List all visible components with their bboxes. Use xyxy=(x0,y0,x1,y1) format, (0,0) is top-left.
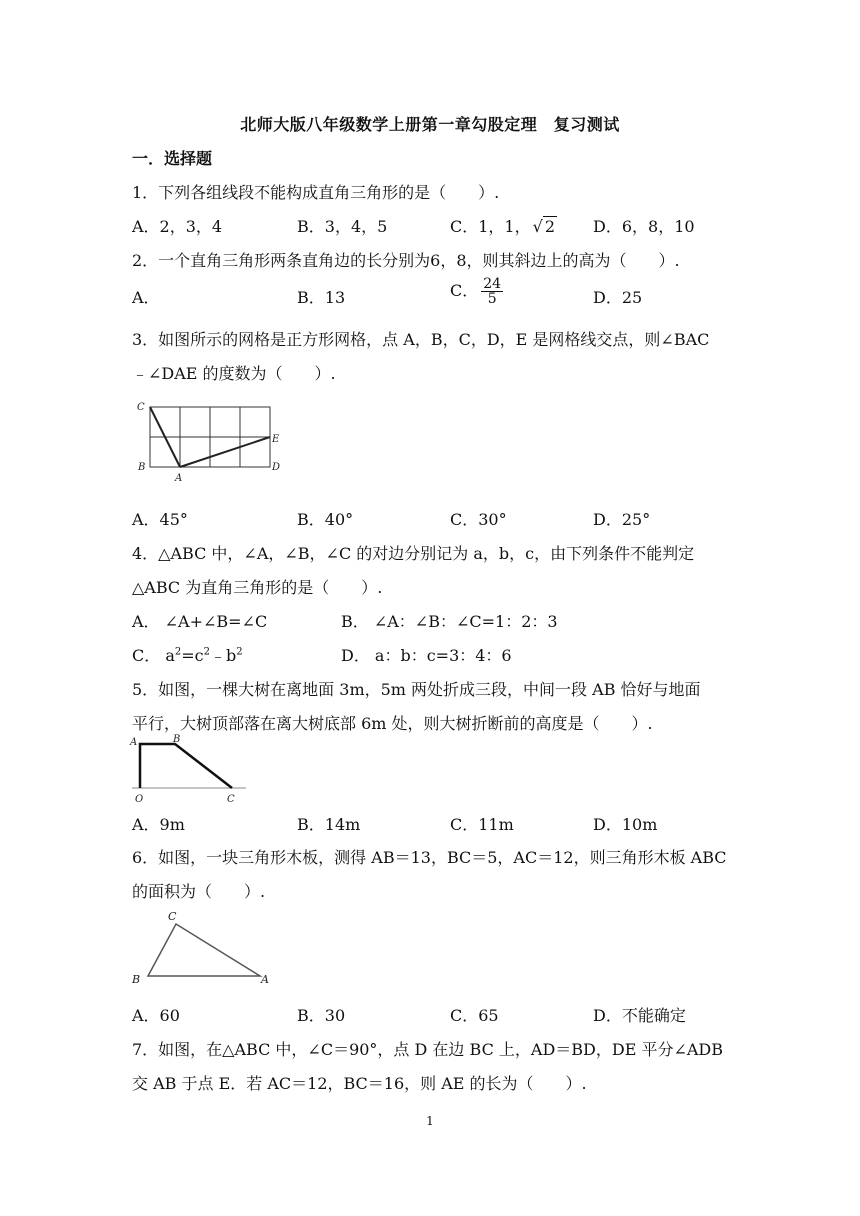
label-d: D xyxy=(272,462,281,473)
q4-option-d: D． a：b：c=3：4：6 xyxy=(341,646,512,665)
fraction: $\frac{24}{5}$ xyxy=(483,276,502,307)
q3-option-a: A．45° xyxy=(132,510,188,529)
q5-option-b: B．14m xyxy=(297,815,361,834)
q4-stem-line2: △ABC 为直角三角形的是（ ）. xyxy=(132,578,383,597)
q4-option-b: B． ∠A：∠B：∠C=1：2：3 xyxy=(341,612,558,631)
label-b: B xyxy=(173,734,181,745)
q2-option-a: A． xyxy=(132,288,160,307)
page-number: 1 xyxy=(426,1114,434,1128)
q5-option-a: A．9m xyxy=(132,815,185,834)
q1-stem: 1．下列各组线段不能构成直角三角形的是（ ）. xyxy=(132,183,500,202)
q5-option-d: D．10m xyxy=(593,815,658,834)
q6-stem-line1: 6．如图，一块三角形木板，测得 AB＝13，BC＝5，AC＝12，则三角形木板 ABC xyxy=(132,848,727,867)
label-a: A xyxy=(261,973,269,986)
q4-option-c: C． $a^2=c^2﹣b^2$ xyxy=(132,646,243,665)
q6-stem-line2: 的面积为（ ）. xyxy=(132,882,266,901)
page-title: 北师大版八年级数学上册第一章勾股定理 复习测试 xyxy=(240,115,620,134)
label-c: C xyxy=(227,794,235,805)
q5-stem-line1: 5．如图，一棵大树在离地面 3m，5m 两处折成三段，中间一段 AB 恰好与地面 xyxy=(132,680,701,699)
q1-option-d: D．6，8，10 xyxy=(593,217,695,236)
label-e: E xyxy=(272,434,280,445)
q5-option-c: C．11m xyxy=(450,815,514,834)
q3-grid-figure xyxy=(134,398,286,486)
label-a: A xyxy=(175,473,183,484)
label-b: B xyxy=(132,973,141,986)
q4-stem-line1: 4．△ABC 中，∠A，∠B，∠C 的对边分别记为 a，b，c，由下列条件不能判定 xyxy=(132,544,695,563)
section-heading: 一．选择题 xyxy=(132,149,213,168)
q3-stem-line1: 3．如图所示的网格是正方形网格，点 A，B，C，D，E 是网格线交点，则∠BAC xyxy=(132,330,710,349)
q2-option-d: D．25 xyxy=(593,288,643,307)
q5-tree-figure xyxy=(128,732,252,808)
label-c: C xyxy=(168,910,177,923)
q6-option-c: C．65 xyxy=(450,1006,499,1025)
q3-option-c: C．30° xyxy=(450,510,507,529)
q3-option-b: B．40° xyxy=(297,510,354,529)
q7-stem-line2: 交 AB 于点 E．若 AC＝12，BC＝16，则 AE 的长为（ ）. xyxy=(132,1074,587,1093)
q2-option-c: C． $\frac{24}{5}$ xyxy=(450,276,502,307)
q3-option-d: D．25° xyxy=(593,510,651,529)
q1-option-c: C．1，1， √ 2 xyxy=(450,217,555,236)
label-b: B xyxy=(138,462,146,473)
q4-option-a: A． ∠A+∠B=∠C xyxy=(132,612,268,631)
q2-stem: 2．一个直角三角形两条直角边的长分别为6，8，则其斜边上的高为（ ）. xyxy=(132,251,680,270)
label-c: C xyxy=(137,402,145,413)
q2-option-b: B．13 xyxy=(297,288,346,307)
q6-option-b: B．30 xyxy=(297,1006,346,1025)
q3-stem-line2: ﹣∠DAE 的度数为（ ）. xyxy=(132,364,336,383)
q6-option-a: A．60 xyxy=(132,1006,180,1025)
label-o: O xyxy=(135,794,144,805)
q5-stem-line2: 平行，大树顶部落在离大树底部 6m 处，则大树折断前的高度是（ ）. xyxy=(132,714,653,733)
label-a: A xyxy=(130,737,138,748)
sqrt-symbol: √ 2 xyxy=(532,217,555,236)
q1-option-a: A．2，3，4 xyxy=(132,217,223,236)
q6-triangle-figure xyxy=(128,905,274,987)
q7-stem-line1: 7．如图，在△ABC 中，∠C＝90°，点 D 在边 BC 上，AD＝BD，DE 平分∠ADB xyxy=(132,1040,724,1059)
q1-option-b: B．3，4，5 xyxy=(297,217,388,236)
q6-option-d: D．不能确定 xyxy=(593,1006,686,1025)
